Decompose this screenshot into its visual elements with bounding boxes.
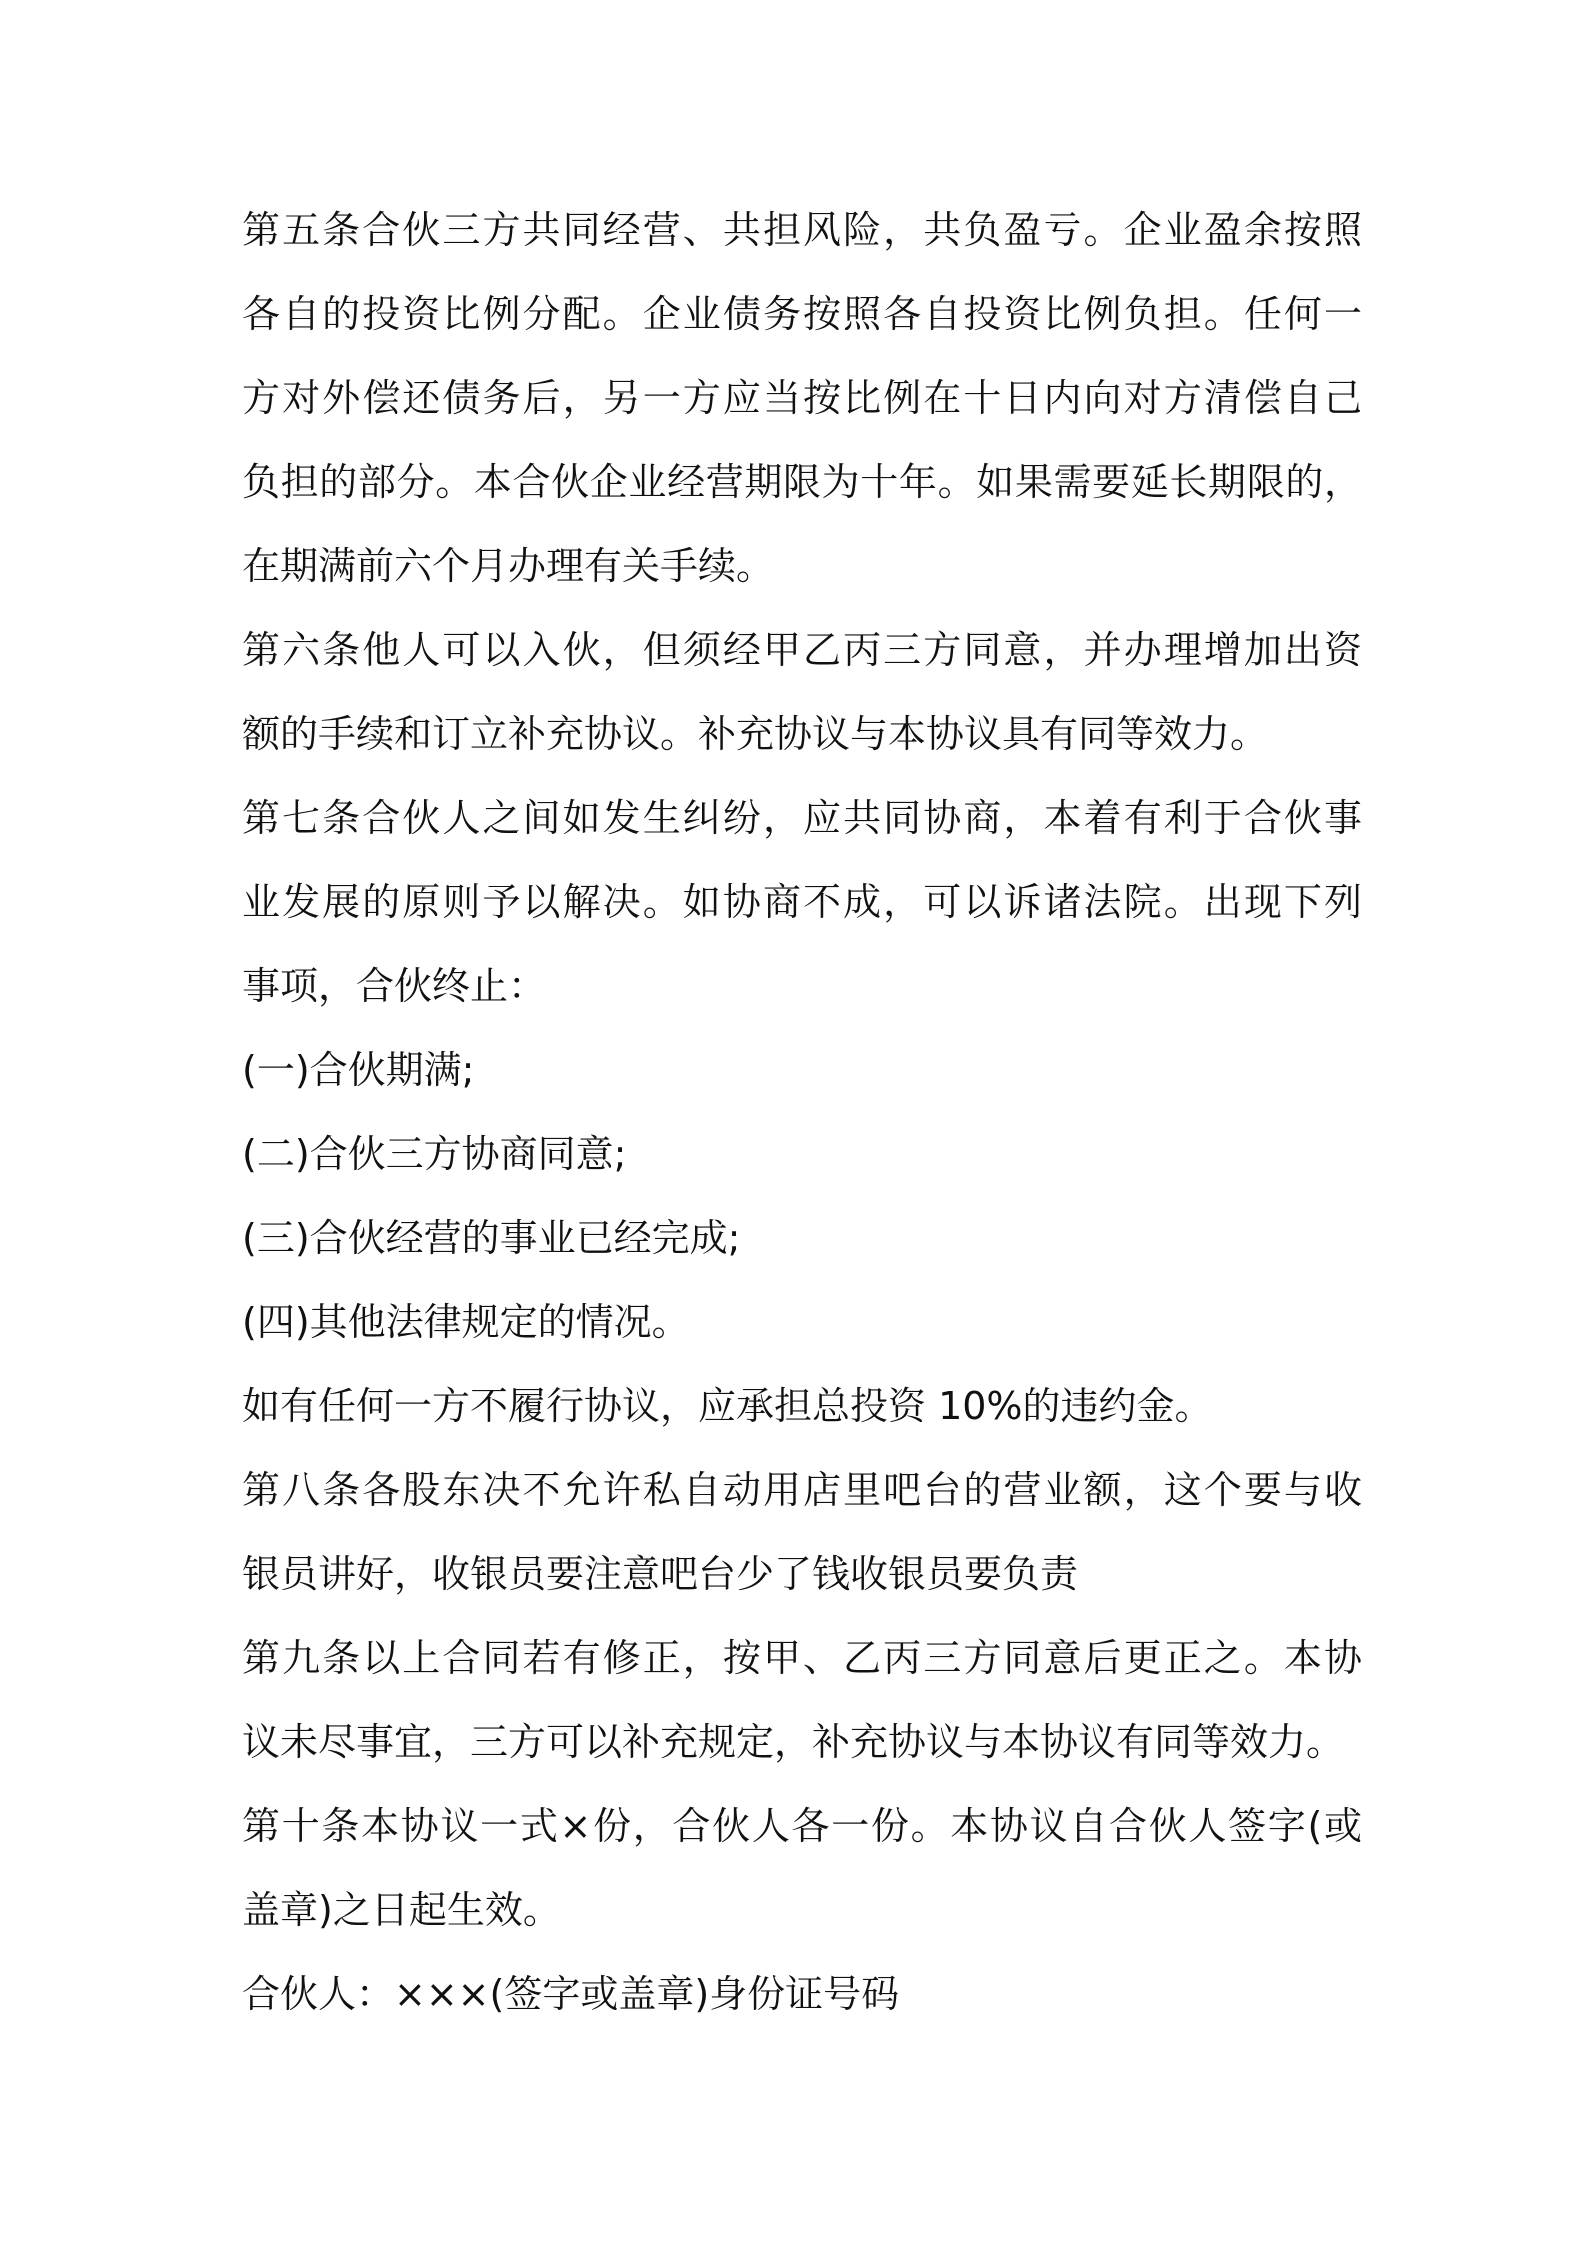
text-line: (三)合伙经营的事业已经完成; [242,1216,741,1260]
termination-item-2 [242,1112,1362,1196]
text-line: 第十条本协议一式×份，合伙人各一份。本协议自合伙人签字(或 [242,1804,1362,1848]
document-body [242,188,1362,2036]
text-line: 第七条合伙人之间如发生纠纷，应共同协商，本着有利于合伙事 [242,796,1362,840]
article-6-paragraph [242,608,1362,776]
signature-line [242,1952,1362,2036]
text-line: 第六条他人可以入伙，但须经甲乙丙三方同意，并办理增加出资 [242,628,1362,672]
text-line: (四)其他法律规定的情况。 [242,1300,690,1344]
text-line: 第八条各股东决不允许私自动用店里吧台的营业额，这个要与收 [242,1468,1362,1512]
text-line: 各自的投资比例分配。企业债务按照各自投资比例负担。任何一 [242,292,1362,336]
text-line: 如有任何一方不履行协议，应承担总投资 10%的违约金。 [242,1384,1213,1428]
text-line: 合伙人：×××(签字或盖章)身份证号码 [242,1972,900,2016]
text-line: 银员讲好，收银员要注意吧台少了钱收银员要负责 [242,1552,1079,1596]
text-line: 方对外偿还债务后，另一方应当按比例在十日内向对方清偿自己 [242,376,1362,420]
penalty-paragraph [242,1364,1362,1448]
text-line: (二)合伙三方协商同意; [242,1132,627,1176]
article-8-paragraph [242,1448,1362,1616]
article-9-paragraph [242,1616,1362,1784]
article-5-paragraph [242,188,1362,608]
text-line: (一)合伙期满; [242,1048,475,1092]
text-line: 议未尽事宜，三方可以补充规定，补充协议与本协议有同等效力。 [242,1720,1345,1764]
text-line: 第五条合伙三方共同经营、共担风险，共负盈亏。企业盈余按照 [242,208,1362,252]
article-10-paragraph [242,1784,1362,1952]
termination-item-1 [242,1028,1362,1112]
text-line: 盖章)之日起生效。 [242,1888,561,1932]
text-line: 事项，合伙终止： [242,964,547,1008]
article-7-paragraph [242,776,1362,1028]
text-line: 在期满前六个月办理有关手续。 [242,544,775,588]
text-line: 负担的部分。本合伙企业经营期限为十年。如果需要延长期限的， [242,460,1362,504]
text-line: 额的手续和订立补充协议。补充协议与本协议具有同等效力。 [242,712,1269,756]
text-line: 业发展的原则予以解决。如协商不成，可以诉诸法院。出现下列 [242,880,1362,924]
termination-item-4 [242,1280,1362,1364]
termination-item-3 [242,1196,1362,1280]
text-line: 第九条以上合同若有修正，按甲、乙丙三方同意后更正之。本协 [242,1636,1362,1680]
